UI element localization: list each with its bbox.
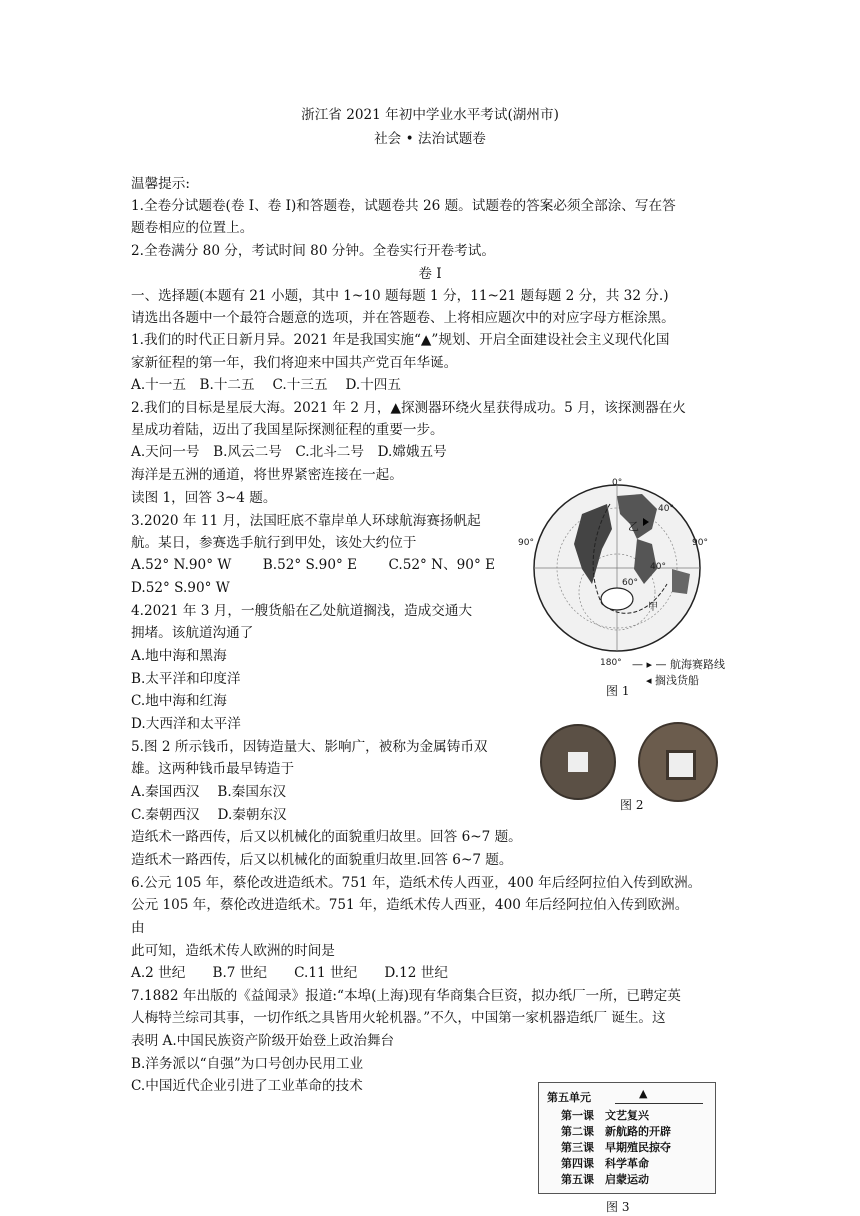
figure-1-caption: 图 1 [606, 684, 630, 698]
figure-1-globe [512, 474, 727, 704]
exam-title: 浙江省 2021 年初中学业水平考试(湖州市) [301, 107, 559, 123]
wuzhu-coin [638, 722, 718, 802]
question-6-fragment: 由 [131, 920, 145, 936]
paper-intro-repeat: 造纸术一路西传，后又以机械化的面貌重归故里.回答 6~7 题。 [131, 852, 513, 868]
lesson-5: 第五课 启蒙运动 [561, 1173, 649, 1186]
figure-2-caption: 图 2 [620, 798, 644, 812]
read-figure-1: 读图 1，回答 3~4 题。 [131, 490, 277, 506]
question-5-cont: 雄。这两种钱币最早铸造于 [131, 761, 295, 777]
part-heading: 一、选择题(本题有 21 小题，其中 1~10 题每题 1 分，11~21 题每题 2 分，共 32 分.) [131, 288, 669, 304]
question-5-options-ab: A.秦国西汉 B.秦国东汉 [131, 784, 287, 800]
question-7: 7.1882 年出版的《益闻录》报道:“本埠(上海)现有华商集合巨资，拟办纸厂一所，已聘定英 [131, 988, 681, 1004]
question-6-cont: 此可知，造纸术传人欧洲的时间是 [131, 943, 335, 959]
question-3-option-d: D.52° S.90° W [131, 580, 230, 596]
coin-hole [666, 750, 696, 780]
coin-hole [568, 752, 588, 772]
question-4-option-b: B.太平洋和印度洋 [131, 671, 241, 687]
paper-intro: 造纸术一路西传，后又以机械化的面貌重归故里。回答 6~7 题。 [131, 829, 522, 845]
legend-ship-label: 搁浅货船 [655, 674, 700, 687]
banliang-coin [540, 724, 616, 800]
label-90-deg-west: 90° [518, 538, 534, 548]
question-7-option-b: B.洋务派以“自强”为口号创办民用工业 [131, 1056, 364, 1072]
globe-map [512, 474, 727, 664]
question-6-options: A.2 世纪 B.7 世纪 C.11 世纪 D.12 世纪 [131, 965, 448, 981]
legend-route: — ▸ — 航海赛路线 [632, 658, 726, 671]
figure-2-coins [532, 712, 727, 812]
ocean-intro: 海洋是五洲的通道，将世界紧密连接在一起。 [131, 467, 403, 483]
question-4-option-d: D.大西洋和太平洋 [131, 716, 241, 732]
question-7-option-a: 表明 A.中国民族资产阶级开始登上政治舞台 [131, 1033, 395, 1049]
label-40-deg-south: 40° [650, 562, 666, 572]
label-yi: 乙 [628, 520, 639, 533]
tip-2: 2.全卷满分 80 分，考试时间 80 分钟。全卷实行开卷考试。 [131, 243, 495, 259]
question-7-option-c: C.中国近代企业引进了工业革命的技术 [131, 1078, 363, 1094]
question-1-cont: 家新征程的第一年，我们将迎来中国共产党百年华诞。 [131, 355, 458, 371]
figure-3-syllabus [538, 1082, 716, 1194]
label-40-deg-north: 40° [658, 504, 674, 514]
label-0-deg: 0° [612, 478, 623, 488]
question-4-option-a: A.地中海和黑海 [131, 648, 227, 664]
question-5-options-cd: C.秦朝西汉 D.秦朝东汉 [131, 807, 287, 823]
section-label: 卷 I [418, 266, 442, 282]
question-7-cont: 人梅特兰综司其事，一切作纸之具皆用火轮机器。”不久，中国第一家机器造纸厂 诞生。这 [131, 1010, 666, 1026]
lesson-1: 第一课 文艺复兴 [561, 1109, 649, 1122]
label-jia: 甲 [648, 602, 658, 613]
lesson-3: 第三课 早期殖民掠夺 [561, 1141, 671, 1154]
question-4-cont: 拥堵。该航道沟通了 [131, 625, 254, 641]
figure-3-caption: 图 3 [606, 1200, 630, 1214]
question-2-cont: 星成功着陆，迈出了我国星际探测征程的重要一步。 [131, 422, 444, 438]
question-6-repeat: 公元 105 年，蔡伦改进造纸术。751 年，造纸术传人西亚，400 年后经阿拉伯入传到欧洲。 [131, 897, 689, 913]
question-4-option-c: C.地中海和红海 [131, 693, 227, 709]
question-3-options: A.52° N.90° W B.52° S.90° E C.52° N、90° E [131, 557, 495, 573]
question-3-cont: 航。某日，参赛选手航行到甲处，该处大约位于 [131, 535, 417, 551]
unit-title-blank: ▲ [639, 1087, 648, 1100]
question-5: 5.图 2 所示钱币，因铸造量大、影响广，被称为金属铸币双 [131, 739, 488, 755]
question-2: 2.我们的目标是星辰大海。2021 年 2 月，▲探测器环绕火星获得成功。5 月，该探测器在火 [131, 400, 686, 416]
label-90-deg-east: 90° [692, 538, 708, 548]
legend-route-label: 航海赛路线 [670, 658, 726, 671]
tip-1: 1.全卷分试题卷(卷 I、卷 I)和答题卷，试题卷共 26 题。试题卷的答案必须全部涂、写在答 [131, 198, 676, 214]
legend-ship: ◂ 搁浅货船 [646, 674, 700, 687]
unit-label: 第五单元 [547, 1091, 591, 1104]
label-60-deg: 60° [622, 578, 638, 588]
question-6: 6.公元 105 年，蔡伦改进造纸术。751 年，造纸术传人西亚，400 年后经阿拉伯入传到欧洲。 [131, 875, 702, 891]
question-1: 1.我们的时代正日新月异。2021 年是我国实施“▲”规划、开启全面建设社会主义现代化国 [131, 332, 670, 348]
tips-heading: 温馨提示: [131, 176, 190, 192]
label-180-deg: 180° [600, 658, 622, 668]
part-instruction: 请选出各题中一个最符合题意的选项，并在答题卷、上将相应题次中的对应字母方框涂黑。 [131, 310, 675, 326]
question-1-options: A.十一五 B.十二五 C.十三五 D.十四五 [131, 377, 401, 393]
unit-title-underline [615, 1103, 703, 1104]
question-4: 4.2021 年 3 月，一艘货船在乙处航道搁浅，造成交通大 [131, 603, 473, 619]
lesson-2: 第二课 新航路的开辟 [561, 1125, 671, 1138]
lesson-4: 第四课 科学革命 [561, 1157, 649, 1170]
tip-1-cont: 题卷相应的位置上。 [131, 220, 254, 236]
question-2-options: A.天问一号 B.风云二号 C.北斗二号 D.嫦娥五号 [131, 444, 447, 460]
exam-subtitle: 社会 • 法治试题卷 [374, 131, 486, 147]
question-3: 3.2020 年 11 月，法国旺底不靠岸单人环球航海赛扬帆起 [131, 513, 481, 529]
